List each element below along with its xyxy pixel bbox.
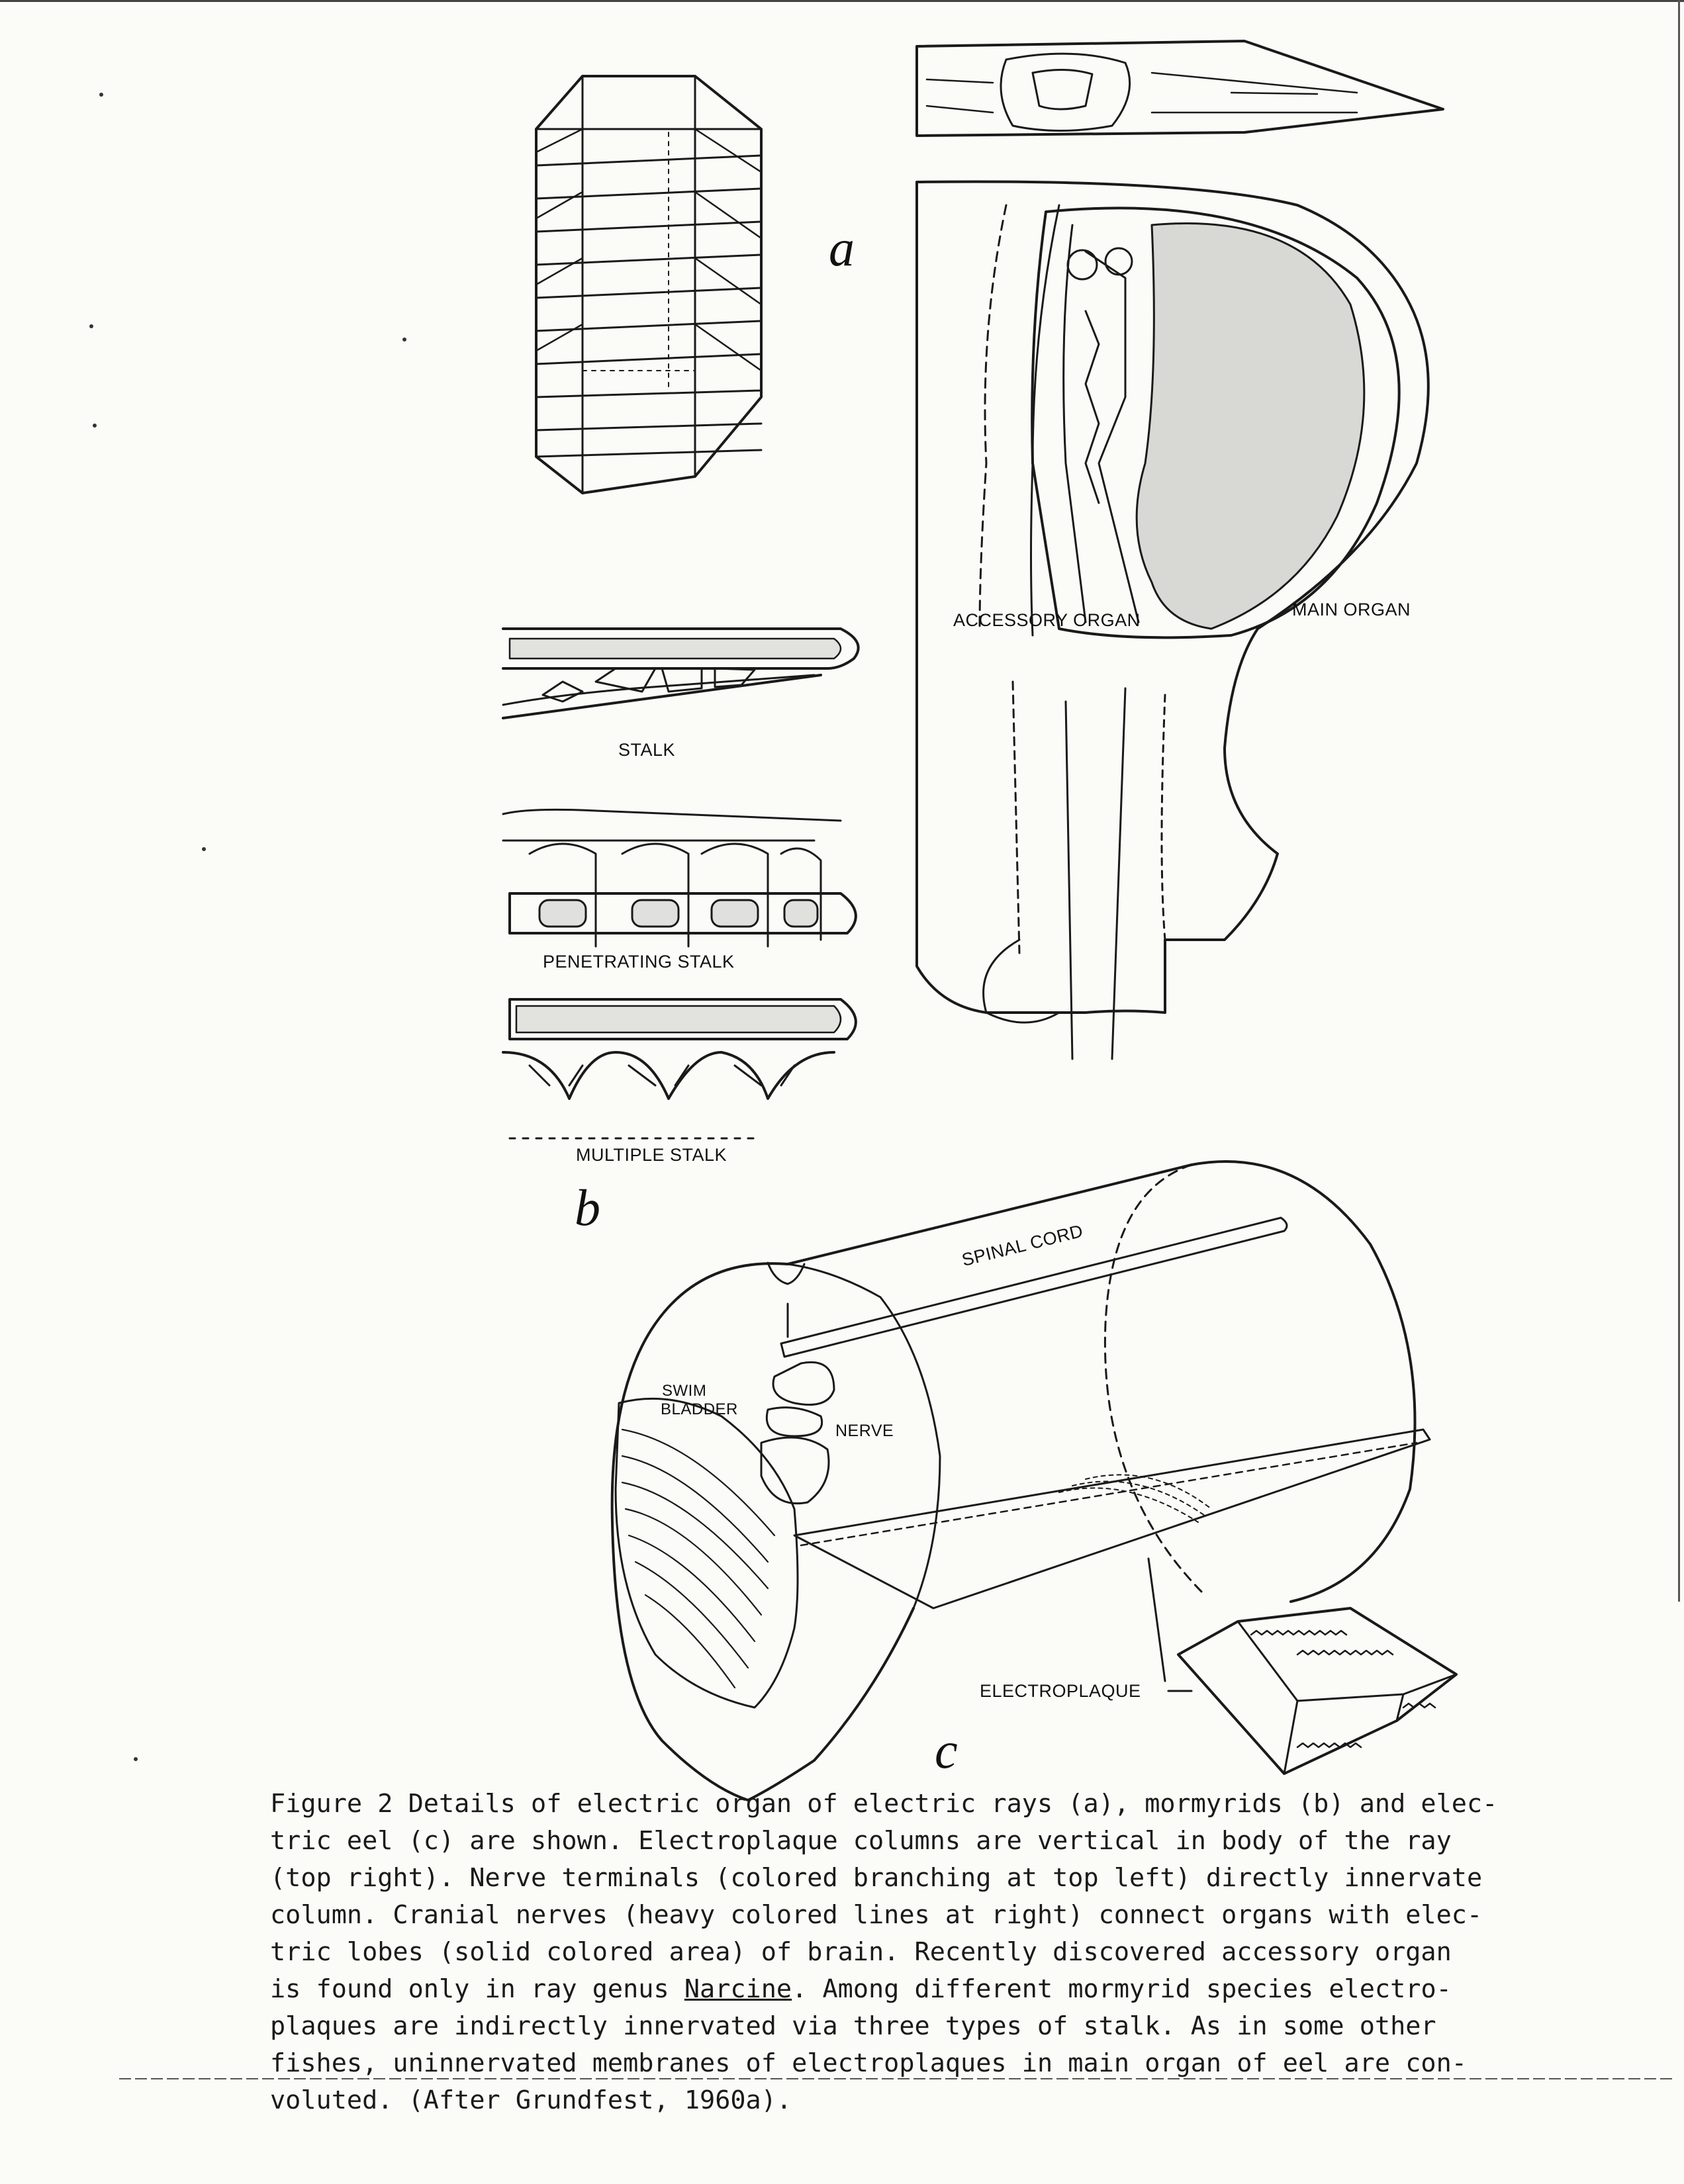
caption-genus-narcine: Narcine <box>684 1974 792 2004</box>
ray-cross-section-drawing <box>917 41 1443 136</box>
spinal-cord-label: SPINAL CORD <box>960 1220 1086 1271</box>
caption-line-1: Figure 2 Details of electric organ of electric rays (a), mormyrids (b) and elec- <box>270 1789 1498 1819</box>
scan-speck <box>134 1757 138 1761</box>
scan-speck <box>402 338 406 341</box>
scan-speck <box>99 93 103 97</box>
caption-line-4: column. Cranial nerves (heavy colored lines at right) connect organs with elec- <box>270 1900 1483 1930</box>
stalk-drawing <box>503 629 859 718</box>
caption-line-9: voluted. (After Grundfest, 1960a). <box>270 2085 792 2115</box>
figure-caption <box>270 1786 1634 2119</box>
caption-line-6-start: is found only in ray genus <box>270 1974 684 2004</box>
nerve-label: NERVE <box>835 1422 894 1440</box>
electroplaque-column-drawing <box>536 76 761 493</box>
bladder-label: BLADDER <box>661 1400 738 1418</box>
electric-eel-section-drawing <box>612 1161 1456 1800</box>
penetrating-stalk-label: PENETRATING STALK <box>543 952 735 972</box>
electroplaque-label: ELECTROPLAQUE <box>980 1681 1141 1701</box>
main-organ-label: MAIN ORGAN <box>1292 600 1411 619</box>
scan-speck <box>202 847 206 851</box>
penetrating-stalk-drawing <box>503 809 856 946</box>
accessory-organ-label: ACCESSORY ORGAN <box>953 610 1141 630</box>
panel-letter-a: a <box>829 219 855 277</box>
scan-speck <box>93 424 97 428</box>
panel-letter-b: b <box>575 1179 600 1236</box>
caption-line-3: (top right). Nerve terminals (colored branching at top left) directly innervate <box>270 1863 1483 1893</box>
multiple-stalk-label: MULTIPLE STALK <box>576 1145 727 1165</box>
caption-line-2: tric eel (c) are shown. Electroplaque columns are vertical in body of the ray <box>270 1826 1452 1856</box>
scan-speck <box>89 324 93 328</box>
panel-letter-c: c <box>935 1721 958 1779</box>
caption-line-5: tric lobes (solid colored area) of brain. Recently discovered accessory organ <box>270 1937 1452 1967</box>
stalk-label: STALK <box>618 740 676 760</box>
multiple-stalk-drawing <box>503 999 856 1138</box>
swim-label: SWIM <box>662 1382 707 1400</box>
caption-line-7: plaques are indirectly innervated via three types of stalk. As in some other <box>270 2011 1436 2041</box>
caption-line-6-end: . Among different mormyrid species electro- <box>792 1974 1452 2004</box>
caption-line-8: fishes, uninnervated membranes of electroplaques in main organ of eel are con- <box>270 2048 1467 2078</box>
